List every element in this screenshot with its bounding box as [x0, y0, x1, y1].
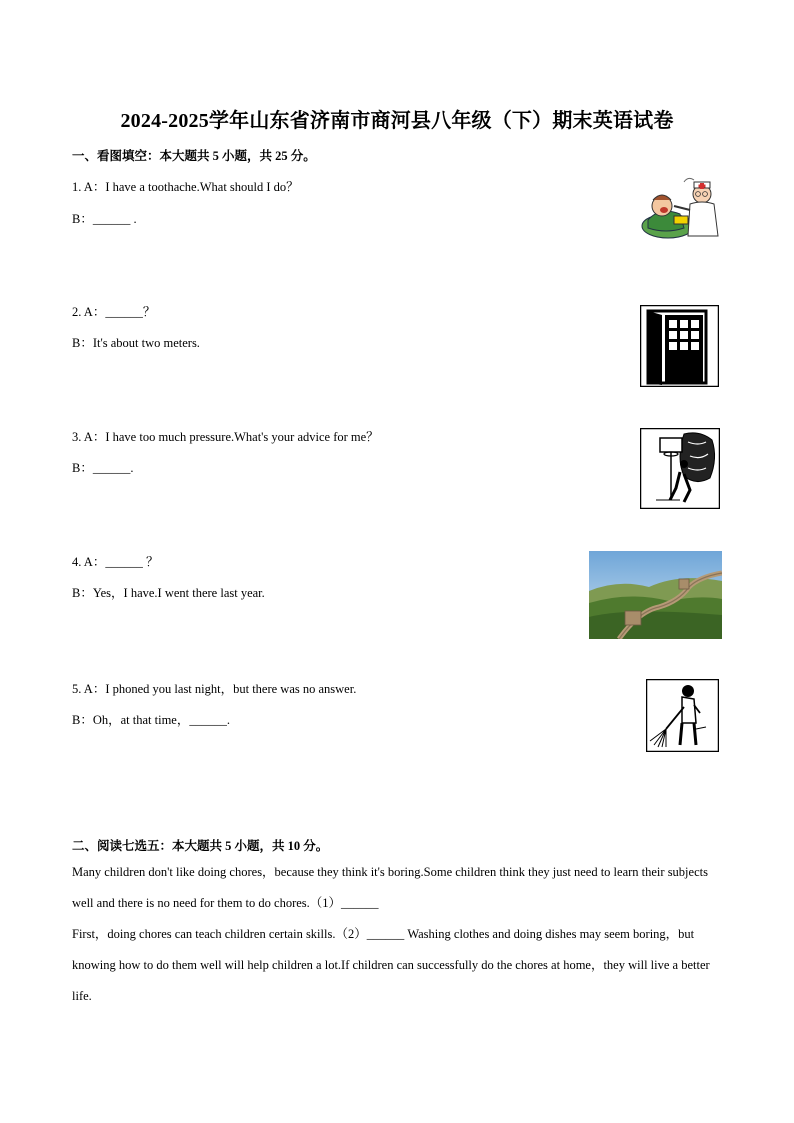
section-heading-2: 二、阅读七选五：本大题共 5 小题，共 10 分。 [72, 839, 329, 853]
question-1-a: 1. A：I have a toothache.What should I do？ [72, 180, 299, 194]
question-2-a: 2. A：______？ [72, 305, 156, 319]
question-3-a: 3. A：I have too much pressure.What's your advice for me？ [72, 430, 379, 444]
reading-passage [72, 857, 722, 1012]
question-2-b: B：It's about two meters. [72, 336, 200, 350]
question-5-b: B：Oh，at that time，______. [72, 713, 230, 727]
question-3-b: B：______. [72, 461, 134, 475]
page-title: 2024-2025学年山东省济南市商河县八年级（下）期末英语试卷 [120, 110, 674, 132]
great-wall-photo [589, 551, 722, 639]
question-1-b: B：______ . [72, 212, 137, 226]
basketball-player-icon [640, 428, 720, 509]
question-4-a: 4. A：______ ？ [72, 555, 159, 569]
question-5-a: 5. A：I phoned you last night，but there was no answer. [72, 682, 357, 696]
section-heading-1: 一、看图填空：本大题共 5 小题，共 25 分。 [72, 149, 316, 163]
sweeping-boy-icon [646, 679, 719, 752]
passage-paragraph-2: First，doing chores can teach children certain skills.（2）______ Washing clothes and doing dishes may seem boring，but knowing how to do them well will help children a lot.If children can successfully do the chores at home，they will live a better life. [72, 927, 710, 1003]
passage-paragraph-1: Many children don't like doing chores，because they think it's boring.Some children think they just need to learn their subjects well and there is no need for them to do chores.（1）______ [72, 865, 708, 910]
dentist-icon [640, 176, 722, 242]
question-4-b: B：Yes，I have.I went there last year. [72, 586, 265, 600]
door-icon [640, 305, 719, 387]
